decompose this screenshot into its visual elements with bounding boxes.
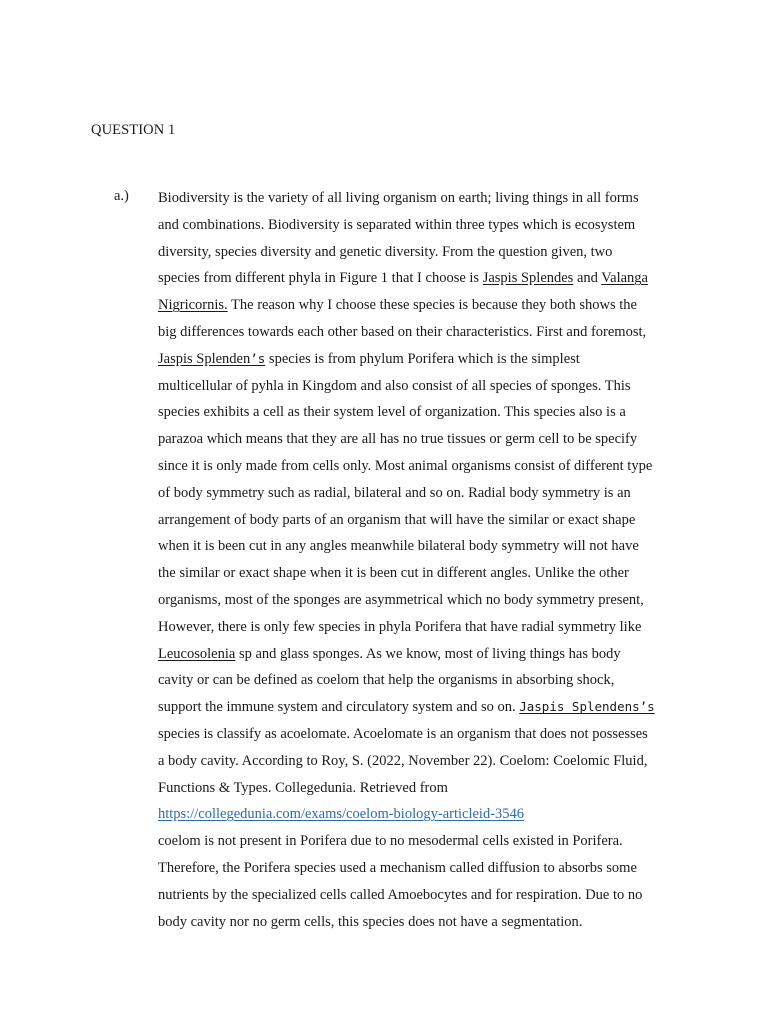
text-run: coelom is not present in Porifera due to no mesodermal cells existed in Porifera. <box>158 833 623 850</box>
text-line <box>158 480 678 507</box>
text-run: arrangement of body parts of an organism that will have the similar or exact shape <box>158 511 636 528</box>
text-line <box>158 909 678 936</box>
text-run: species from different phyla in Figure 1 that I choose is <box>158 270 483 287</box>
underlined-term: Jaspis Splenden <box>158 350 251 367</box>
text-run: diversity, species diversity and genetic diversity. From the question given, two <box>158 243 613 260</box>
text-line <box>158 560 678 587</box>
underlined-term: Jaspis Splendes <box>482 270 574 287</box>
text-line <box>158 614 678 641</box>
text-run: Biodiversity is the variety of all living organism on earth; living things in all forms <box>158 190 639 206</box>
underlined-term: Nigricornis. <box>158 297 228 314</box>
text-line <box>158 748 678 775</box>
text-line <box>158 265 678 292</box>
text-run: of body symmetry such as radial, bilateral and so on. Radial body symmetry is an <box>158 484 631 501</box>
text-line <box>158 694 678 721</box>
text-run: a body cavity. According to Roy, S. (2022, November 22). Coelom: Coelomic Fluid, <box>158 752 648 769</box>
text-run: the similar or exact shape when it is been cut in different angles. Unlike the other <box>158 565 629 582</box>
text-run: parazoa which means that they are all has no true tissues or germ cell to be specify <box>158 431 638 448</box>
text-run: and combinations. Biodiversity is separated within three types which is ecosystem <box>158 216 636 233</box>
text-run: sp and glass sponges. As we know, most of living things has body <box>235 645 621 662</box>
text-line <box>158 882 678 909</box>
text-run: since it is only made from cells only. Most animal organisms consist of different type <box>158 457 653 474</box>
text-run: body cavity nor no germ cells, this species does not have a segmentation. <box>158 913 583 930</box>
text-run: However, there is only few species in phyla Porifera that have radial symmetry like <box>158 618 642 635</box>
text-line <box>158 426 678 453</box>
underlined-term: ’s <box>250 350 266 366</box>
reference-link[interactable]: https://collegedunia.com/exams/coelom-biology-articleid-3546 <box>158 806 525 823</box>
text-run: organisms, most of the sponges are asymmetrical which no body symmetry present, <box>158 591 644 608</box>
text-line <box>158 641 678 668</box>
text-line <box>158 721 678 748</box>
question-heading: QUESTION 1 <box>91 122 176 138</box>
text-line <box>158 828 678 855</box>
text-line <box>158 212 678 239</box>
text-run: nutrients by the specialized cells called Amoebocytes and for respiration. Due to no <box>158 886 643 903</box>
text-run: support the immune system and circulatory system and so on. <box>158 699 520 716</box>
answer-paragraph <box>158 185 678 935</box>
text-run: species is classify as acoelomate. Acoelomate is an organism that does not possesses <box>158 725 648 742</box>
text-run: species is from phylum Porifera which is the simplest <box>265 350 580 367</box>
text-run: Functions & Types. Collegedunia. Retrieved from <box>158 779 448 796</box>
item-label: a.) <box>114 188 129 204</box>
text-line <box>158 399 678 426</box>
text-line <box>158 667 678 694</box>
underlined-term: Jaspis Splendens’s <box>519 699 655 715</box>
underlined-term: Leucosolenia <box>158 645 236 662</box>
text-line <box>158 185 678 212</box>
text-run: big differences towards each other based on their characteristics. First and foremost, <box>158 323 647 340</box>
text-line <box>158 319 678 346</box>
text-run: when it is been cut in any angles meanwhile bilateral body symmetry will not have <box>158 538 639 555</box>
text-line <box>158 373 678 400</box>
text-line <box>158 507 678 534</box>
text-run: Therefore, the Porifera species used a mechanism called diffusion to absorbs some <box>158 859 637 876</box>
text-line <box>158 587 678 614</box>
text-line <box>158 346 678 373</box>
text-line <box>158 855 678 882</box>
text-run: The reason why I choose these species is because they both shows the <box>227 297 637 314</box>
text-line <box>158 533 678 560</box>
text-run: species exhibits a cell as their system level of organization. This species also is a <box>158 404 626 421</box>
text-line <box>158 801 678 828</box>
text-line <box>158 453 678 480</box>
text-run: multicellular of pyhla in Kingdom and also consist of all species of sponges. This <box>158 377 631 394</box>
text-line <box>158 239 678 266</box>
text-run: and <box>573 270 602 287</box>
text-line <box>158 292 678 319</box>
text-line <box>158 775 678 802</box>
text-run: cavity or can be defined as coelom that help the organisms in absorbing shock, <box>158 672 615 689</box>
underlined-term: Valanga <box>601 270 648 287</box>
